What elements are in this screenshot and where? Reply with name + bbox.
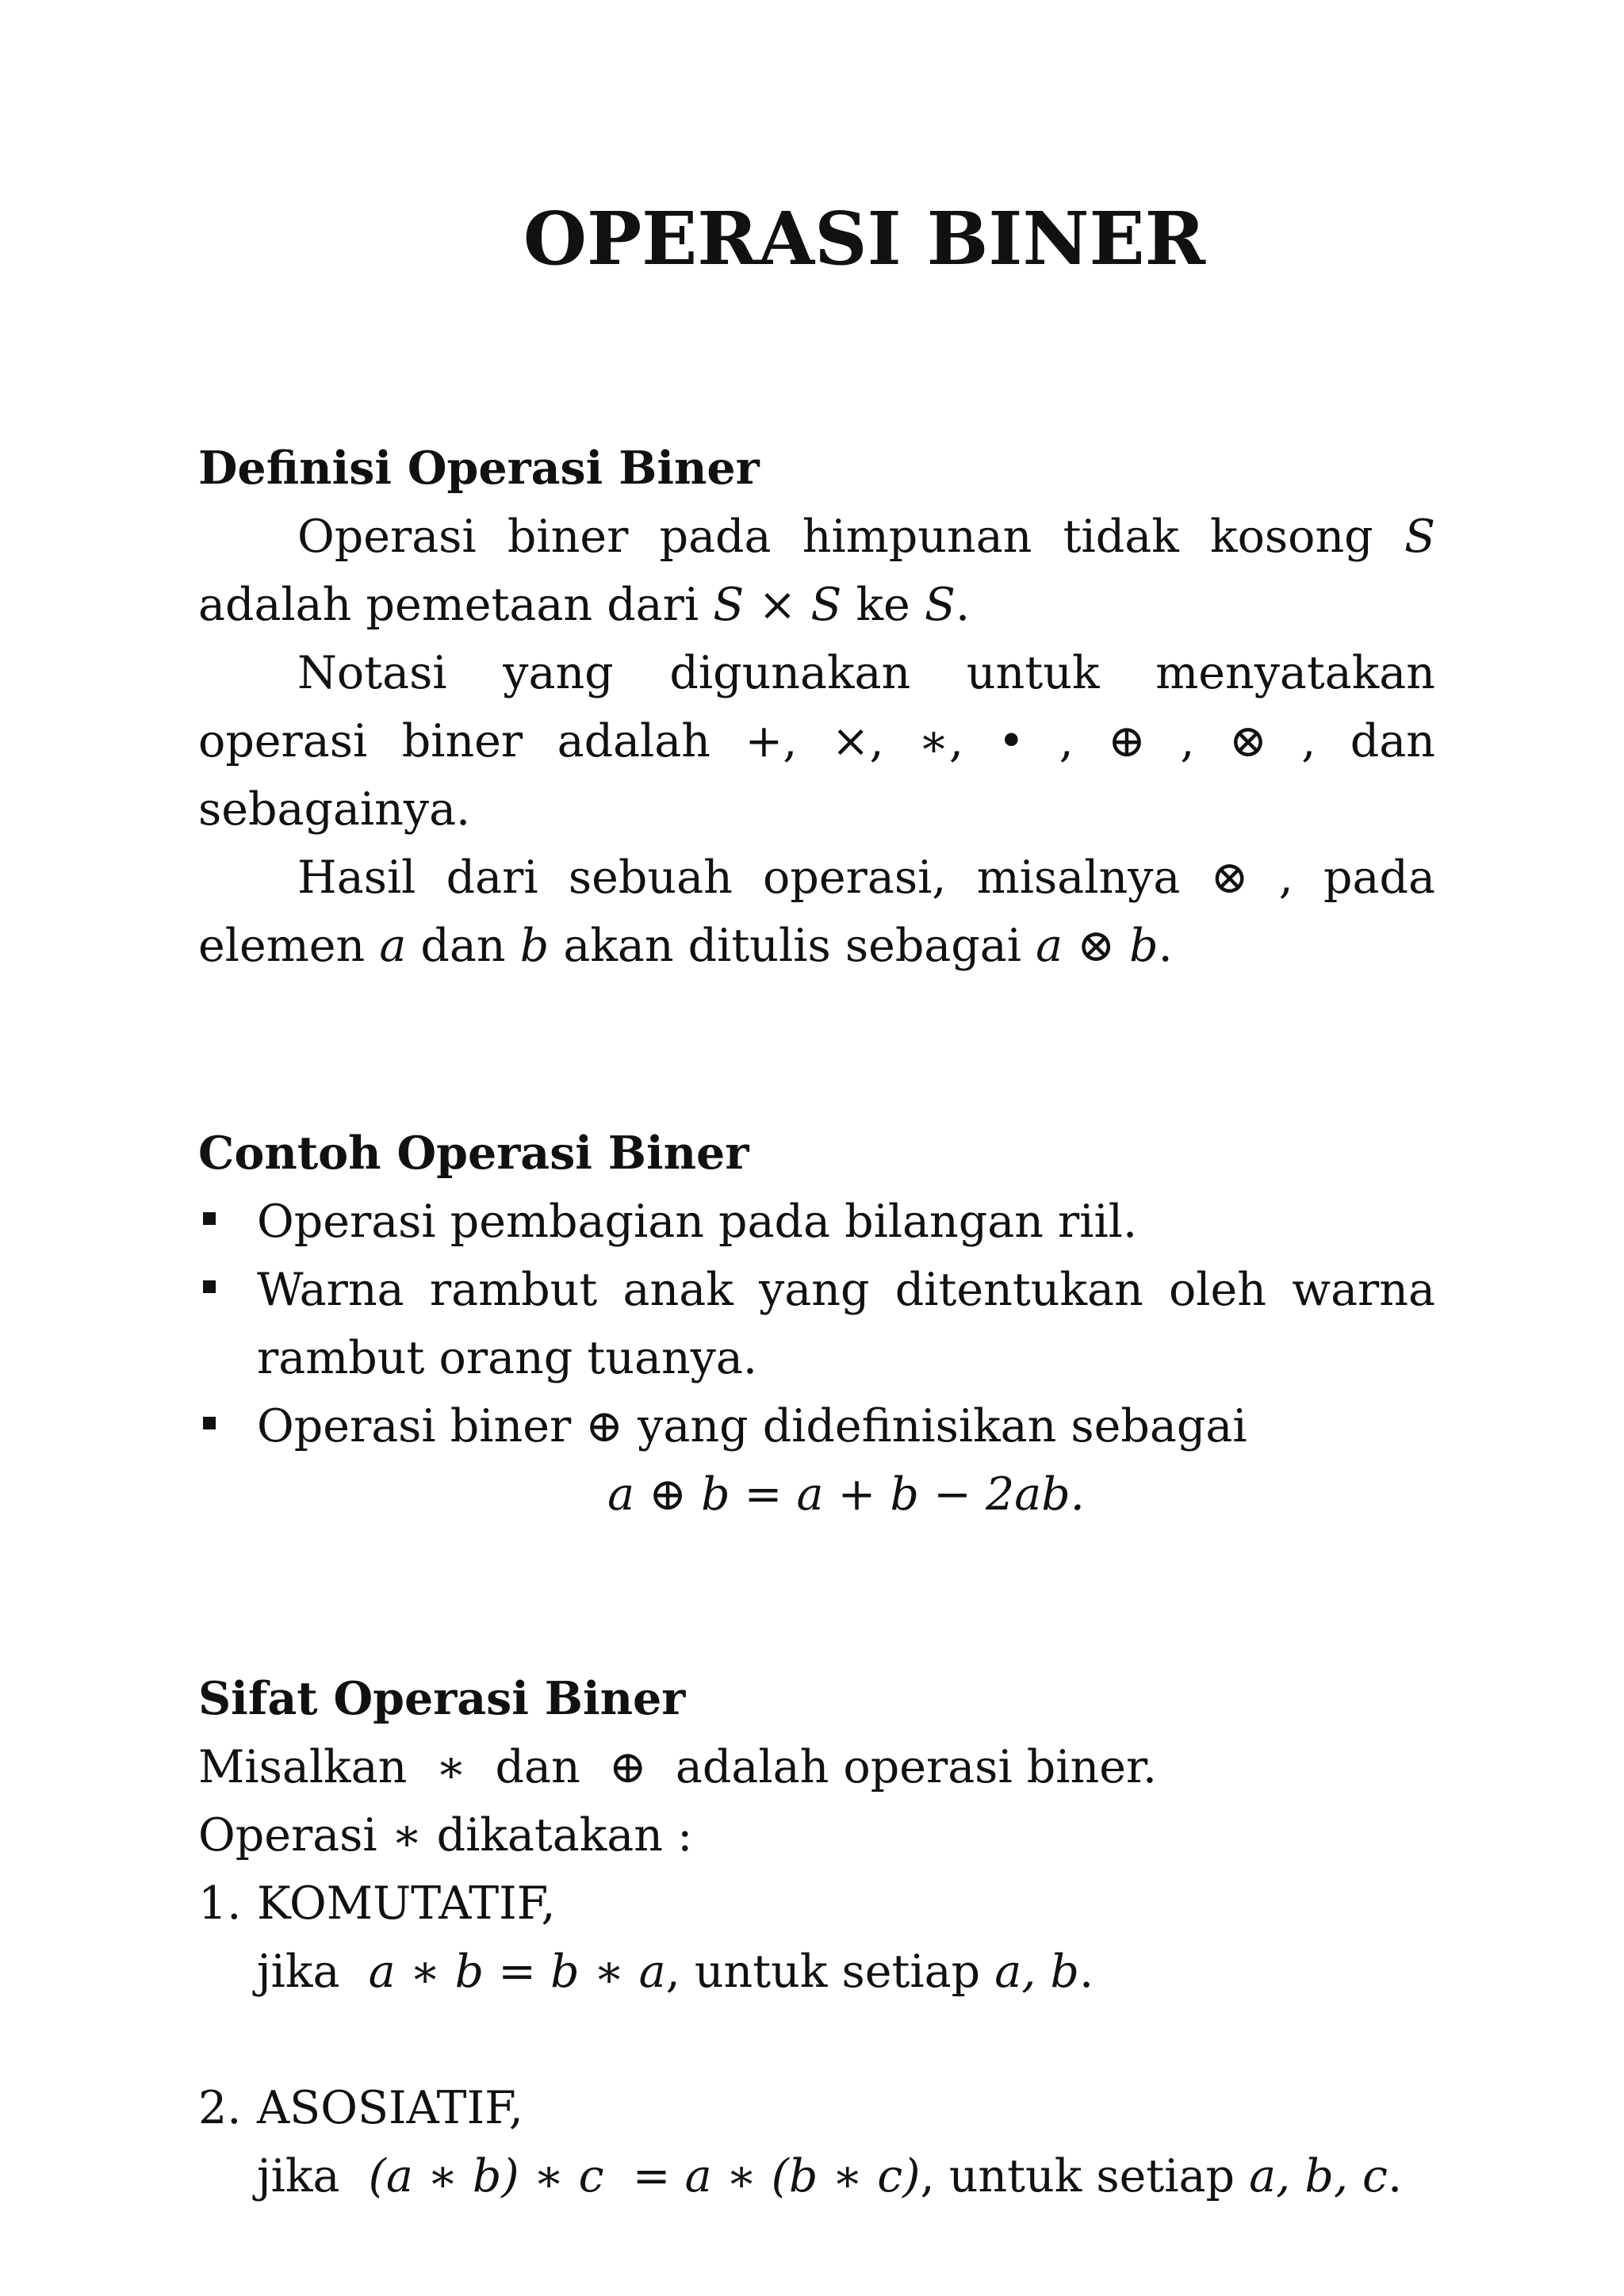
- math-var: a, b, c: [1249, 2150, 1388, 2202]
- math-var: S: [810, 579, 842, 631]
- text-run: jika: [257, 1946, 369, 1998]
- sifat-line-2: Operasi ∗ dikatakan :: [198, 1809, 693, 1862]
- square-bullet-icon: [203, 1212, 216, 1225]
- section-heading-contoh: Contoh Operasi Biner: [198, 1127, 749, 1180]
- list-item: [198, 1188, 1435, 1256]
- text-run: .: [1078, 1946, 1094, 1998]
- text-run: Operasi biner pada himpunan tidak kosong: [297, 511, 1404, 563]
- property-condition: [257, 2142, 1435, 2210]
- property-item-asosiatif: [198, 2074, 1435, 2210]
- text-run: , untuk setiap: [665, 1946, 995, 1998]
- math-var: a: [379, 920, 407, 972]
- math-var: b: [519, 920, 550, 972]
- property-list: [198, 1869, 1435, 2210]
- sifat-line-1: Misalkan ∗ dan ⊕ adalah operasi biner.: [198, 1741, 1158, 1793]
- math-expression: a ∗ b = b ∗ a: [368, 1946, 666, 1998]
- spacer: [198, 980, 1435, 1119]
- definisi-paragraph-1: [198, 503, 1435, 639]
- property-name: ASOSIATIF,: [257, 2082, 523, 2134]
- property-name: KOMUTATIF,: [257, 1877, 556, 1930]
- text-run: adalah pemetaan dari: [198, 579, 714, 631]
- spacer: [198, 2006, 1435, 2074]
- text-run: .: [1387, 2150, 1403, 2202]
- example-formula: [198, 1460, 1435, 1529]
- text-run: Hasil dari sebuah operasi, misalnya ⊗ , pada elemen: [198, 851, 1435, 972]
- property-item-komutatif: [198, 1869, 1435, 2006]
- math-var: S: [924, 579, 956, 631]
- example-list: [198, 1188, 1435, 1460]
- section-heading-sifat: Sifat Operasi Biner: [198, 1672, 686, 1725]
- text-run: .: [955, 579, 971, 631]
- text-run: ke: [841, 579, 925, 631]
- text-run: , untuk setiap: [920, 2150, 1250, 2202]
- list-item-text: Operasi pembagian pada bilangan riil.: [257, 1196, 1138, 1248]
- text-run: .: [1158, 920, 1173, 972]
- item-number: 1.: [198, 1877, 242, 1930]
- list-item: [198, 1392, 1435, 1460]
- math-var: S: [713, 579, 745, 631]
- math-expression: a ⊕ b = a + b − 2ab.: [607, 1468, 1085, 1521]
- document-body: [198, 434, 1435, 2210]
- text-run: jika: [257, 2150, 369, 2202]
- text-run: dan: [406, 920, 520, 972]
- math-expression: a ⊗ b: [1036, 920, 1159, 972]
- text-run: ×: [744, 579, 811, 631]
- text-run: akan ditulis sebagai: [549, 920, 1036, 972]
- property-condition: [257, 1938, 1435, 2006]
- definisi-paragraph-2: Notasi yang digunakan untuk menyatakan operasi biner adalah +, ×, ∗, • , ⊕ , ⊗ , dan sebagainya.: [198, 647, 1435, 836]
- math-var: S: [1404, 511, 1435, 563]
- list-item: [198, 1256, 1435, 1392]
- square-bullet-icon: [203, 1417, 216, 1429]
- list-item-text: Operasi biner ⊕ yang didefinisikan sebagai: [257, 1400, 1247, 1452]
- math-var: a, b: [994, 1946, 1079, 1998]
- math-expression: (a ∗ b) ∗ c = a ∗ (b ∗ c): [368, 2150, 921, 2202]
- list-item-text: Warna rambut anak yang ditentukan oleh warna rambut orang tuanya.: [257, 1264, 1435, 1384]
- section-heading-definisi: Definisi Operasi Biner: [198, 442, 760, 495]
- page-title: OPERASI BINER: [523, 196, 1206, 281]
- square-bullet-icon: [203, 1280, 216, 1293]
- definisi-paragraph-3: [198, 844, 1435, 980]
- item-number: 2.: [198, 2082, 242, 2134]
- spacer: [198, 1529, 1435, 1665]
